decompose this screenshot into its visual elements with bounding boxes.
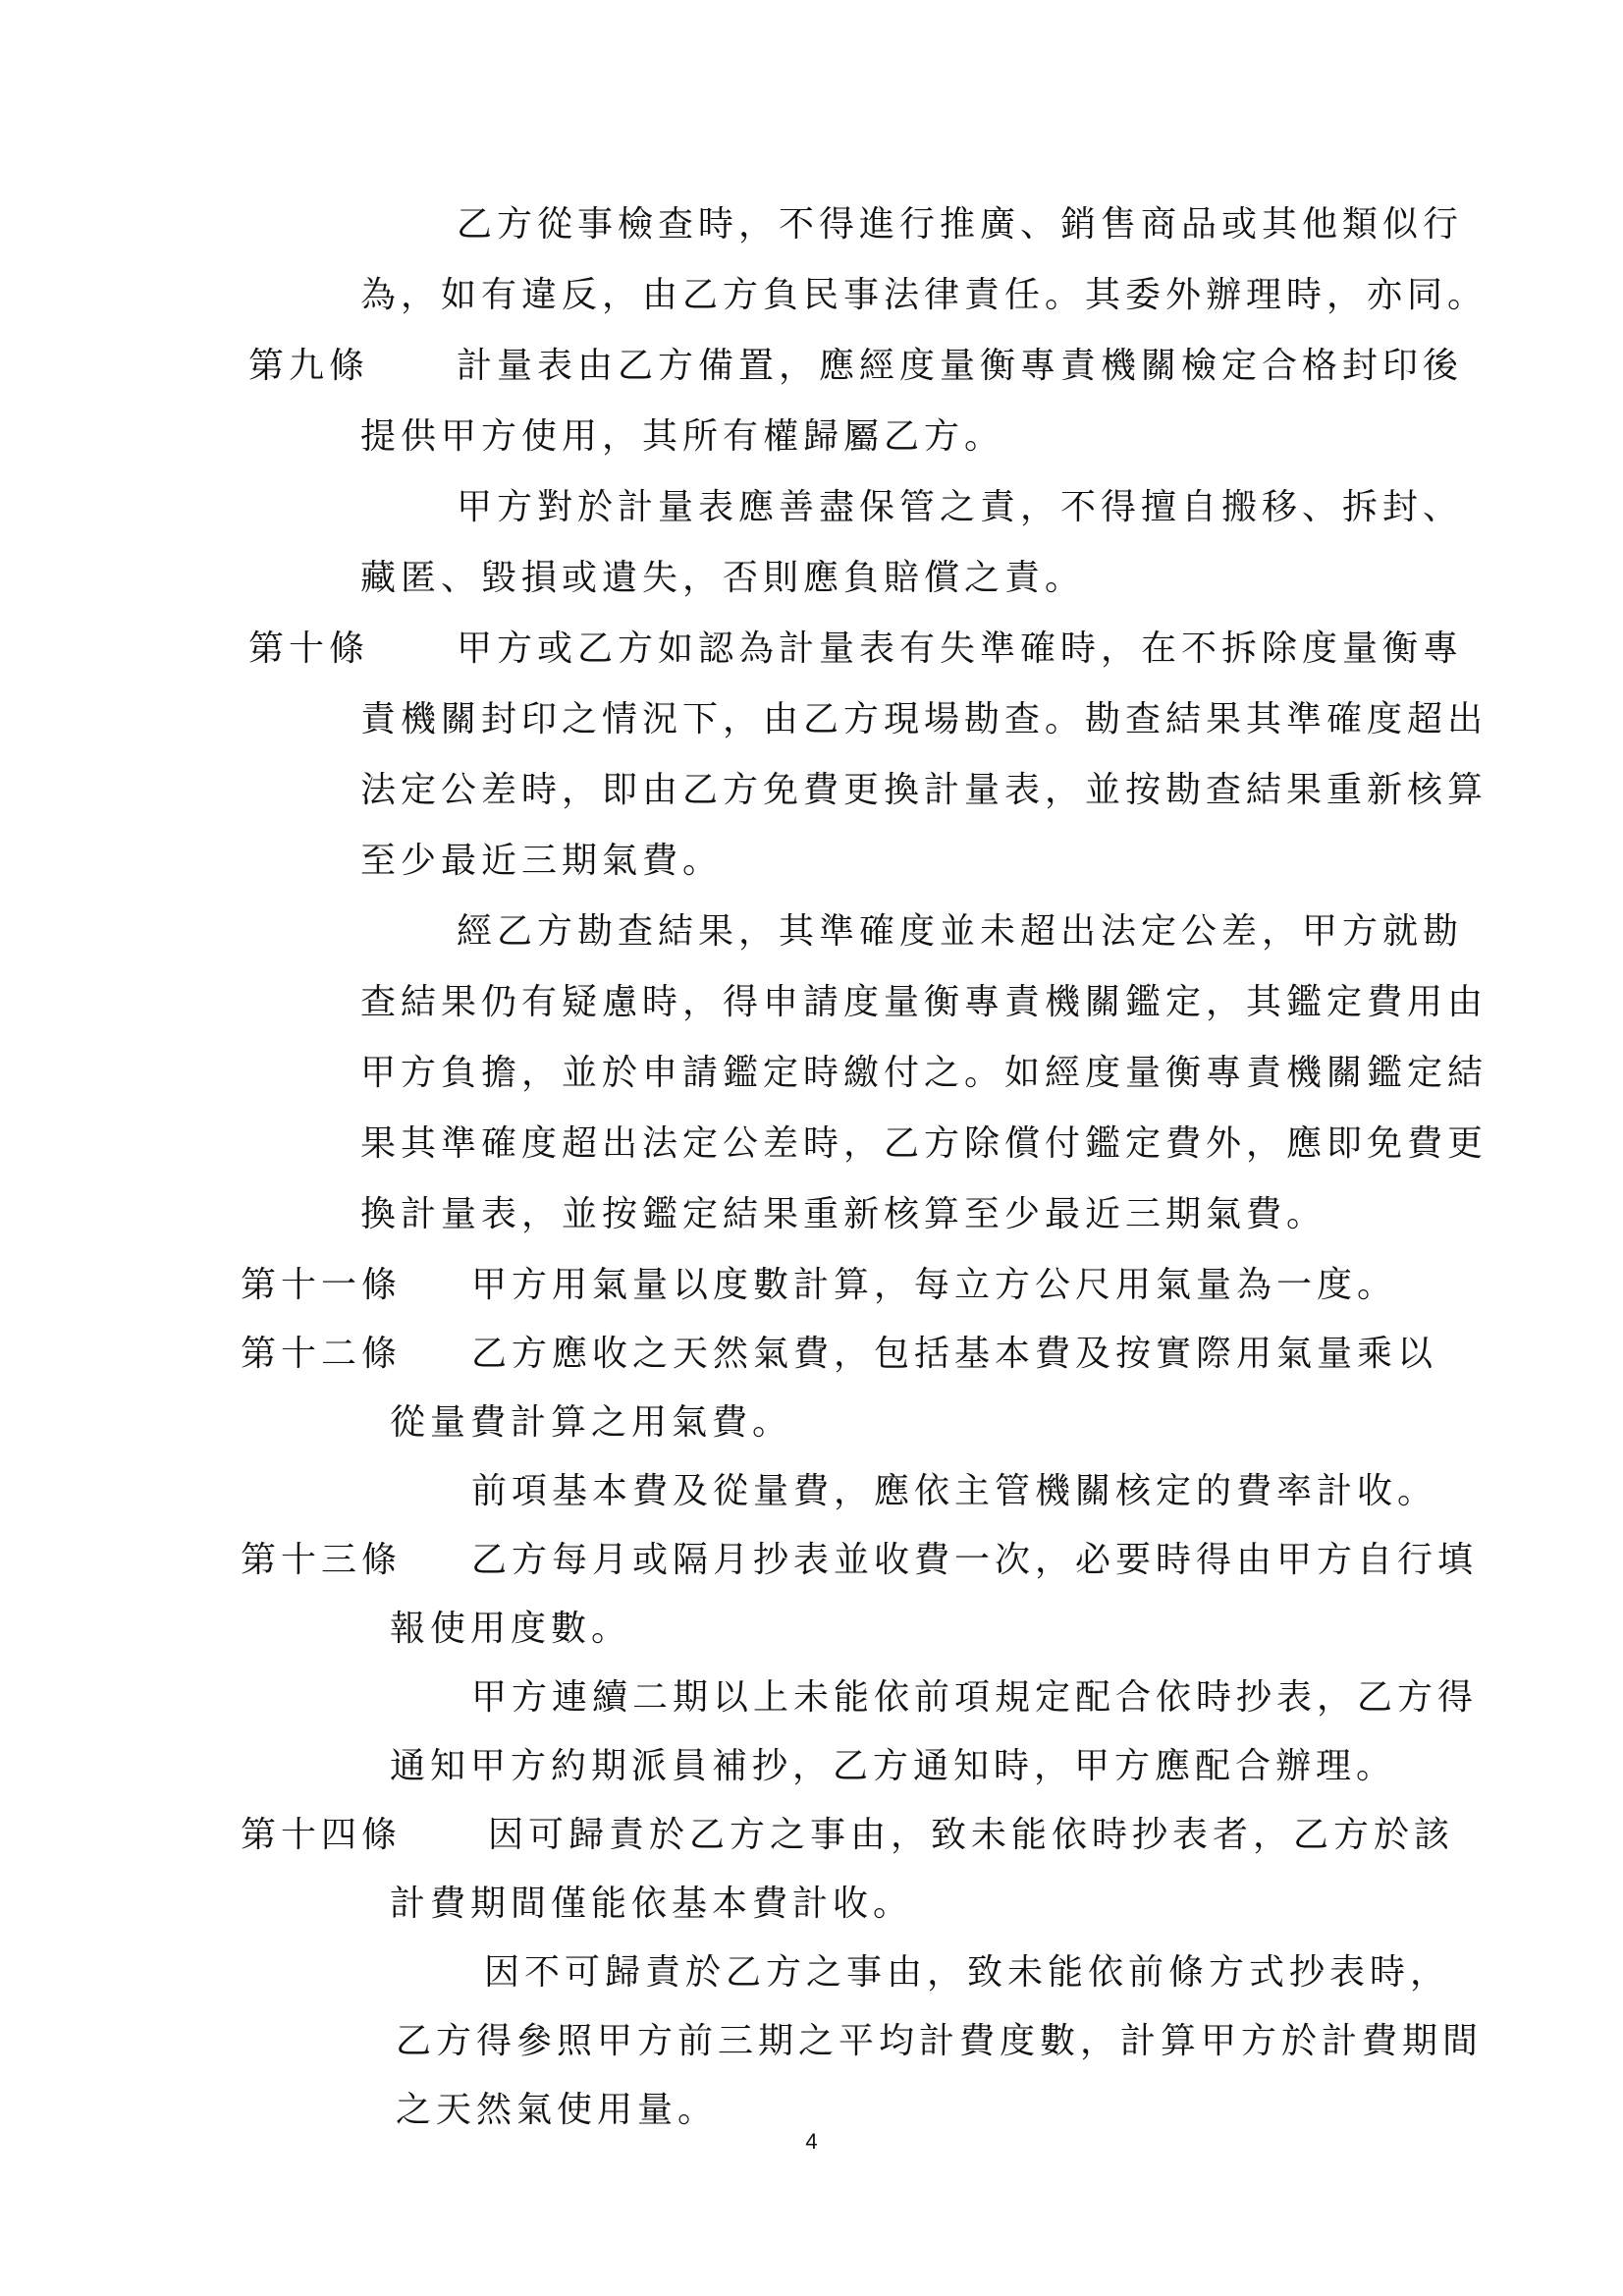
text-line: 因不可歸責於乙方之事由，致未能依前條方式抄表時， <box>484 1952 1451 1993</box>
text-line: 從量費計算之用氣費。 <box>390 1402 793 1443</box>
text-line: 查結果仍有疑慮時，得申請度量衡專責機關鑑定，其鑑定費用由 <box>360 982 1488 1022</box>
page-number: 4 <box>805 2129 818 2154</box>
text-line: 因可歸責於乙方之事由，致未能依時抄表者，乙方於該 <box>488 1815 1455 1855</box>
article-label: 第九條 <box>248 346 370 386</box>
text-line: 甲方對於計量表應善盡保管之責，不得擅自搬移、拆封、 <box>457 487 1464 527</box>
text-line: 法定公差時，即由乙方免費更換計量表，並按勘查結果重新核算 <box>360 770 1488 810</box>
text-line: 計量表由乙方備置，應經度量衡專責機關檢定合格封印後 <box>457 346 1464 386</box>
article-label: 第十條 <box>248 629 370 669</box>
text-line: 至少最近三期氣費。 <box>360 841 724 881</box>
text-line: 報使用度數。 <box>390 1609 632 1649</box>
article-label: 第十一條 <box>241 1265 403 1305</box>
text-line: 甲方負擔，並於申請鑑定時繳付之。如經度量衡專責機關鑑定結 <box>360 1053 1488 1093</box>
text-line: 計費期間僅能依基本費計收。 <box>390 1884 914 1924</box>
text-line: 為，如有違反，由乙方負民事法律責任。其委外辦理時，亦同。 <box>360 275 1488 315</box>
text-line: 果其準確度超出法定公差時，乙方除償付鑑定費外，應即免費更 <box>360 1123 1488 1164</box>
text-line: 乙方每月或隔月抄表並收費一次，必要時得由甲方自行填 <box>471 1540 1479 1580</box>
text-line: 藏匿、毀損或遺失，否則應負賠償之責。 <box>360 558 1086 598</box>
text-line: 乙方從事檢查時，不得進行推廣、銷售商品或其他類似行 <box>457 204 1464 245</box>
article-label: 第十二條 <box>241 1334 403 1374</box>
text-line: 責機關封印之情況下，由乙方現場勘查。勘查結果其準確度超出 <box>360 699 1488 739</box>
text-line: 之天然氣使用量。 <box>396 2090 719 2130</box>
article-label: 第十四條 <box>241 1815 403 1855</box>
text-line: 經乙方勘查結果，其準確度並未超出法定公差，甲方就勘 <box>457 911 1464 952</box>
text-line: 甲方用氣量以度數計算，每立方公尺用氣量為一度。 <box>471 1265 1398 1305</box>
text-line: 乙方得參照甲方前三期之平均計費度數，計算甲方於計費期間 <box>396 2021 1484 2061</box>
text-line: 前項基本費及從量費，應依主管機關核定的費率計收。 <box>471 1471 1438 1511</box>
text-line: 甲方連續二期以上未能依前項規定配合依時抄表，乙方得 <box>471 1677 1479 1718</box>
text-line: 提供甲方使用，其所有權歸屬乙方。 <box>360 416 1005 457</box>
text-line: 乙方應收之天然氣費，包括基本費及按實際用氣量乘以 <box>471 1334 1438 1374</box>
article-label: 第十三條 <box>241 1540 403 1580</box>
text-line: 甲方或乙方如認為計量表有失準確時，在不拆除度量衡專 <box>457 629 1464 669</box>
text-line: 換計量表，並按鑑定結果重新核算至少最近三期氣費。 <box>360 1194 1327 1234</box>
text-line: 通知甲方約期派員補抄，乙方通知時，甲方應配合辦理。 <box>390 1746 1397 1786</box>
